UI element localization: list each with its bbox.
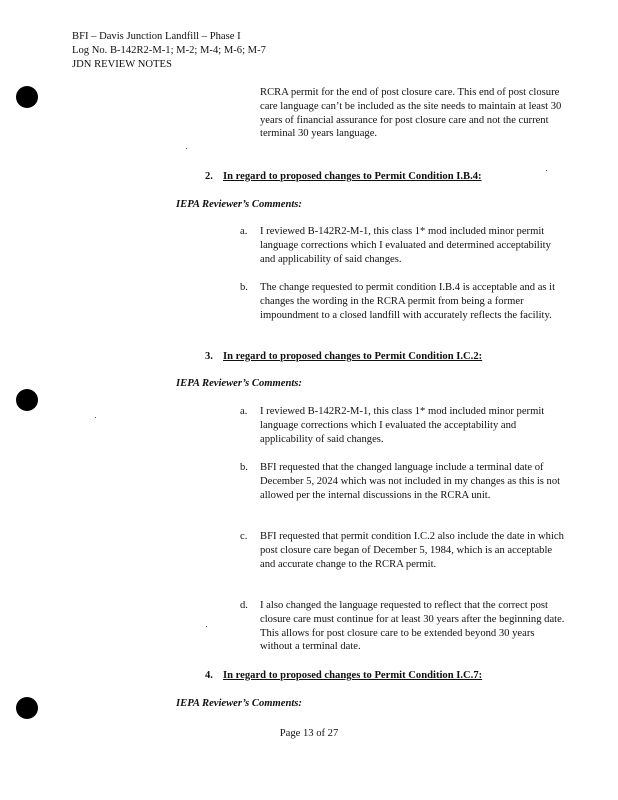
reviewer-comments-label: IEPA Reviewer’s Comments: — [176, 698, 302, 709]
section-number: 2. — [205, 171, 213, 182]
item-text: BFI requested that the changed language include a terminal date of December 5, 2024 which was not included in my changes as this is not allowed per the internal discussions in the RCRA unit. — [260, 462, 561, 501]
item-text: The change requested to permit condition I.B.4 is acceptable and as it changes the wording in the RCRA permit from being a former impoundment to a closed landfill with accurately reflects the facility. — [260, 282, 556, 321]
scan-speck — [95, 417, 96, 418]
item-text: I reviewed B-142R2-M-1, this class 1* mod included minor permit language corrections which I evaluated and determined acceptability and applicability of said changes. — [260, 226, 551, 265]
section-heading-text: In regard to proposed changes to Permit Condition I.B.4: — [223, 171, 482, 182]
section-heading-4 — [205, 669, 482, 683]
section-heading-text: In regard to proposed changes to Permit Condition I.C.7: — [223, 670, 483, 681]
reviewer-comments-label: IEPA Reviewer’s Comments: — [176, 378, 302, 389]
document-header — [72, 30, 352, 71]
item-text: I reviewed B-142R2-M-1, this class 1* mod included minor permit language corrections which I evaluated the acceptability and applicability of said changes. — [260, 406, 545, 445]
reviewer-comments-label: IEPA Reviewer’s Comments: — [176, 199, 302, 210]
binder-hole-top — [16, 86, 38, 108]
item-letter: b. — [240, 282, 248, 293]
section-number: 4. — [205, 670, 213, 681]
intro-paragraph: RCRA permit for the end of post closure care. This end of post closure care language can’t be included as the site needs to maintain at least 30 years of financial assurance for post closure care and not the current terminal 30 years language. — [260, 87, 562, 140]
section-heading-3 — [205, 350, 482, 364]
header-line-1: BFI – Davis Junction Landfill – Phase I — [72, 31, 241, 42]
item-letter: b. — [240, 462, 248, 473]
header-line-3: JDN REVIEW NOTES — [72, 58, 172, 70]
scan-speck — [186, 148, 187, 149]
item-letter: a. — [240, 226, 248, 237]
section-heading-2 — [205, 170, 482, 184]
page-number: Page 13 of 27 — [279, 728, 339, 739]
scan-speck — [206, 626, 207, 627]
item-letter: a. — [240, 406, 248, 417]
item-letter: d. — [240, 600, 248, 611]
item-letter: c. — [240, 531, 248, 542]
item-text: BFI requested that permit condition I.C.2 also include the date in which post closure care began of December 5, 1984, which is an acceptable and accurate change to the RCRA permit. — [260, 531, 564, 570]
binder-hole-middle — [16, 389, 38, 411]
binder-hole-bottom — [16, 697, 38, 719]
section-heading-text: In regard to proposed changes to Permit Condition I.C.2: — [223, 351, 483, 362]
section-number: 3. — [205, 351, 213, 362]
scan-speck — [546, 170, 547, 171]
item-text: I also changed the language requested to reflect that the correct post closure care must continue for at least 30 years after the beginning date. This allows for post closure care to be extended beyond 30 years without a terminal date. — [260, 600, 565, 653]
header-line-2: Log No. B-142R2-M-1; M-2; M-4; M-6; M-7 — [72, 44, 266, 56]
